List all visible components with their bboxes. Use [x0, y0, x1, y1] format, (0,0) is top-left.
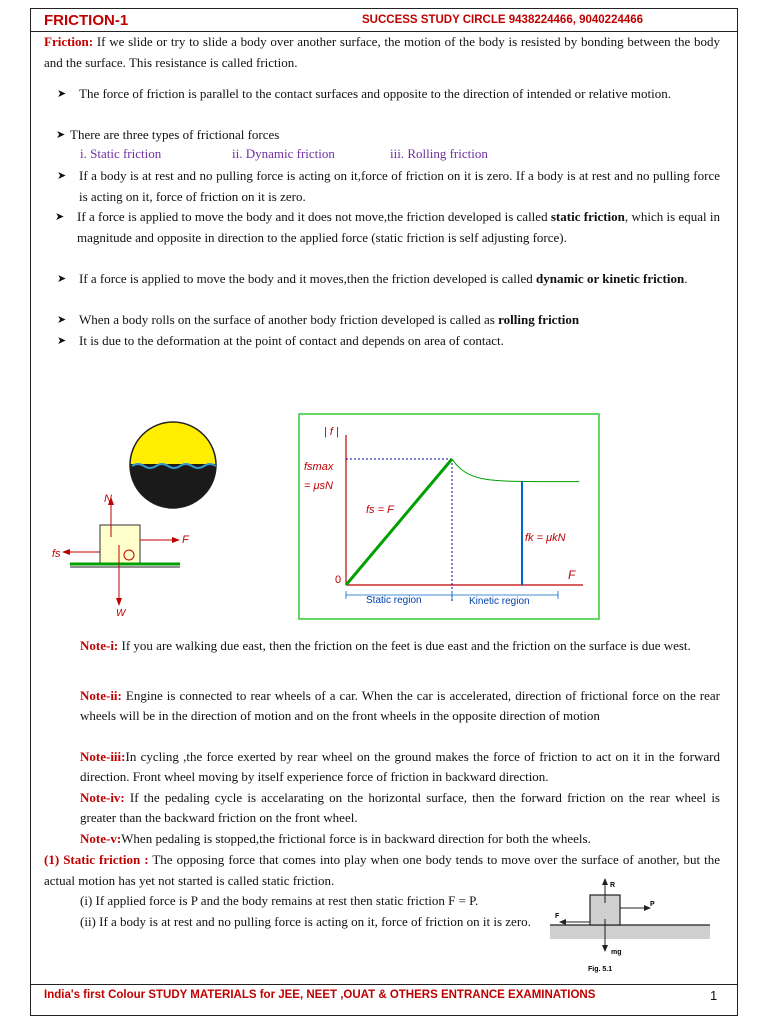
note-2: Note-ii: Engine is connected to rear wheels of a car. When the car is accelerated, direction of frictional force on the rear wheels will be in the direction of motion and on the front wheels in the opposite direction of motion [80, 688, 720, 723]
figure-caption: Fig. 5.1 [588, 966, 613, 973]
bullet-5: ➤ If a force is applied to move the body and it moves,then the friction developed is called dynamic or kinetic friction. [79, 269, 720, 290]
weight-label-fig: mg [611, 949, 622, 956]
rolling-friction-term: rolling friction [498, 312, 580, 327]
friction-definition [44, 32, 720, 73]
friction-vs-force-graph [298, 413, 600, 621]
bullet-2: ➤ There are three types of frictional forces [70, 125, 720, 146]
x-axis-label: F [568, 568, 576, 582]
note-4: Note-iv: If the pedaling cycle is accelarating on the horizontal surface, then the forward friction on the rear wheel is greater than the backward friction on the front wheel. [80, 790, 720, 825]
fsmax-label: fsmax [304, 461, 334, 473]
footer-text: India's first Colour STUDY MATERIALS for JEE, NEET ,OUAT & OTHERS ENTRANCE EXAMINATIONS [44, 989, 596, 1001]
origin-label: 0 [335, 574, 342, 586]
bullet-3: ➤ If a body is at rest and no pulling force is acting on it,force of friction on it is zero. If a body is at rest and no pulling force is acting on it, force of friction on it is zero. [57, 168, 720, 204]
static-friction-definition: (1) Static friction : The opposing force that comes into play when one body tends to move over the surface of another, but the actual motion has yet not started is called static friction. [44, 852, 720, 888]
bullet-7: ➤ It is due to the deformation at the point of contact and depends on area of contact. [79, 331, 720, 352]
ground-surface [550, 925, 710, 939]
bullet-1: ➤ The force of friction is parallel to the contact surfaces and opposite to the direction of intended or relative motion. [79, 84, 720, 105]
type-rolling: iii. Rolling friction [390, 146, 488, 161]
static-friction-heading: (1) Static friction : [44, 852, 149, 867]
page-number: 1 [710, 988, 718, 1003]
footer-rule [31, 984, 737, 985]
kinetic-friction-term: dynamic or kinetic friction [536, 271, 685, 286]
fk-label: fk = μkN [525, 532, 566, 544]
arrow-bullet-icon: ➤ [57, 313, 67, 326]
arrow-bullet-icon: ➤ [57, 272, 67, 285]
static-friction-label: fs [52, 548, 61, 560]
type-dynamic: ii. Dynamic friction [232, 146, 335, 161]
page-header [44, 12, 724, 32]
institute-name: SUCCESS STUDY CIRCLE 9438224466, 9040224466 [362, 14, 644, 26]
applied-force-label: F [182, 534, 189, 546]
reaction-label: R [610, 882, 616, 889]
weight-label: W [116, 608, 126, 619]
friction-text: If we slide or try to slide a body over another surface, the motion of the body is resisted by bonding between the body and the surface. This resistance is called friction. [44, 34, 720, 70]
arrow-bullet-icon: ➤ [55, 210, 65, 223]
chapter-title: FRICTION-1 [44, 12, 129, 29]
y-axis-label: | f | [324, 426, 339, 438]
arrow-bullet-icon: ➤ [57, 334, 67, 347]
friction-label: Friction: [44, 34, 94, 49]
type-static: i. Static friction [80, 146, 162, 161]
static-region-label: Static region [366, 595, 422, 606]
normal-force-label: N [104, 493, 112, 505]
arrow-bullet-icon: ➤ [57, 87, 67, 100]
bullet-6: ➤ When a body rolls on the surface of another body friction developed is called as rolling friction [79, 310, 720, 331]
pull-label: P [650, 901, 655, 908]
free-body-diagram [40, 485, 215, 620]
static-friction-point-2: (ii) If a body is at rest and no pulling force is acting on it, force of friction on it is zero. [80, 914, 531, 929]
fs-equals-f-label: fs = F [366, 504, 394, 516]
kinetic-region-label: Kinetic region [469, 596, 530, 607]
fsmax-equation: = μsN [304, 480, 333, 492]
arrow-bullet-icon: ➤ [56, 128, 66, 141]
note-1: Note-i: If you are walking due east, then the friction on the feet is due east and the friction on the surface is due west. [80, 638, 691, 653]
arrow-bullet-icon: ➤ [57, 169, 67, 182]
figure-5-1 [540, 875, 720, 975]
note-3: Note-iii:In cycling ,the force exerted by rear wheel on the ground makes the force of friction to act on it in the forward direction. Front wheel moving by itself experience force of friction in backward direction. [80, 749, 720, 784]
static-friction-term: static friction [550, 209, 625, 224]
static-friction-point-1: (i) If applied force is P and the body remains at rest then static friction F = P. [80, 893, 479, 908]
note-5: Note-v:When pedaling is stopped,the frictional force is in backward direction for both the wheels. [80, 831, 591, 846]
friction-label-fig: F [555, 913, 560, 920]
bullet-4: ➤ If a force is applied to move the body and it does not move,the friction developed is called static friction, which is equal in magnitude and opposite in direction to the applied force (static friction is self adjusting force). [55, 209, 720, 245]
